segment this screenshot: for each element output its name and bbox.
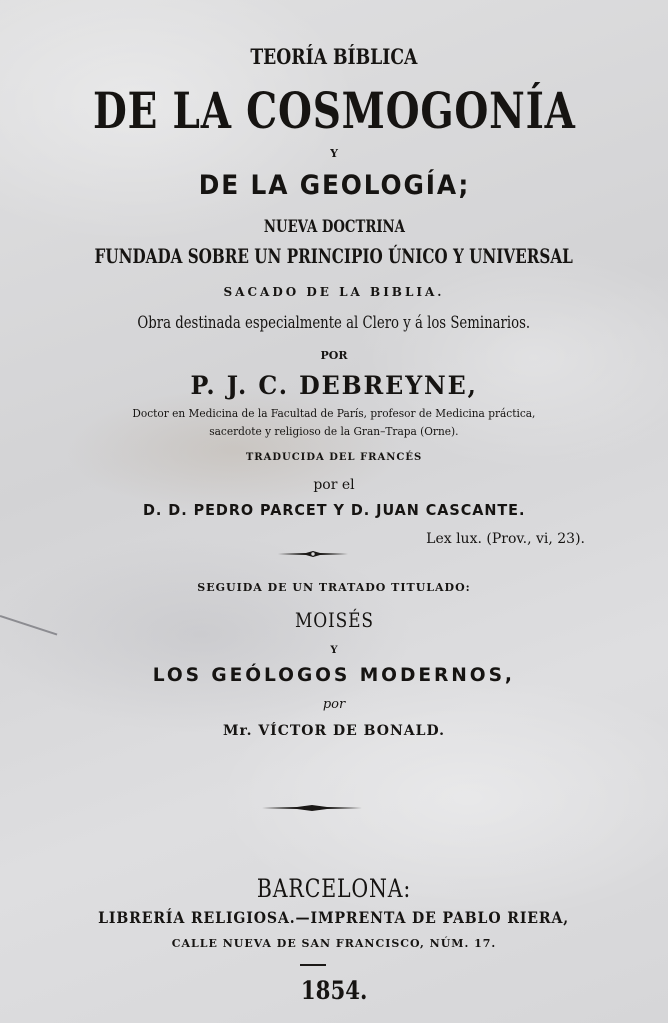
translation-label: TRADUCIDA DEL FRANCÉS	[245, 452, 423, 463]
title-line-1: TEORÍA BÍBLICA	[250, 44, 418, 69]
second-title-conjunction: Y	[330, 645, 338, 656]
subtitle-line-3: SACADO DE LA BIBLIA.	[223, 285, 445, 299]
title-geologia: DE LA GEOLOGÍA;	[198, 170, 470, 201]
second-title-line-2: LOS GEÓLOGOS MODERNOS,	[152, 664, 516, 686]
by-label: POR	[320, 349, 348, 362]
ornamental-rule	[278, 549, 348, 559]
dedication: Obra destinada especialmente al Clero y á los Seminarios.	[137, 313, 531, 333]
subtitle-line-1: NUEVA DOCTRINA	[263, 217, 405, 237]
translators: D. D. PEDRO PARCET Y D. JUAN CASCANTE.	[142, 501, 526, 519]
title-main: DE LA COSMOGONÍA	[92, 81, 576, 140]
author-name: P. J. C. DEBREYNE,	[190, 371, 478, 400]
second-by: por	[322, 697, 346, 712]
ornamental-rule-lower	[262, 803, 362, 813]
translation-by: por el	[313, 477, 355, 493]
epigraph: Lex lux. (Prov., vi, 23).	[426, 531, 585, 547]
city: BARCELONA:	[256, 874, 412, 903]
second-author: Mr. VÍCTOR DE BONALD.	[222, 723, 445, 739]
year: 1854.	[300, 976, 368, 1005]
subtitle-line-2: FUNDADA SOBRE UN PRINCIPIO ÚNICO Y UNIVERSAL	[94, 244, 574, 268]
author-description-2: sacerdote y religioso de la Gran–Trapa (Orne).	[209, 425, 459, 438]
second-title-line-1: MOISÉS	[294, 608, 374, 632]
title-conjunction: Y	[330, 147, 338, 160]
publisher: LIBRERÍA RELIGIOSA.—IMPRENTA DE PABLO RIERA,	[98, 908, 570, 927]
short-rule	[300, 964, 326, 966]
address: CALLE NUEVA DE SAN FRANCISCO, NÚM. 17.	[171, 937, 497, 950]
author-description-1: Doctor en Medicina de la Facultad de París, profesor de Medicina práctica,	[132, 407, 536, 420]
followed-by: SEGUIDA DE UN TRATADO TITULADO:	[197, 581, 471, 594]
